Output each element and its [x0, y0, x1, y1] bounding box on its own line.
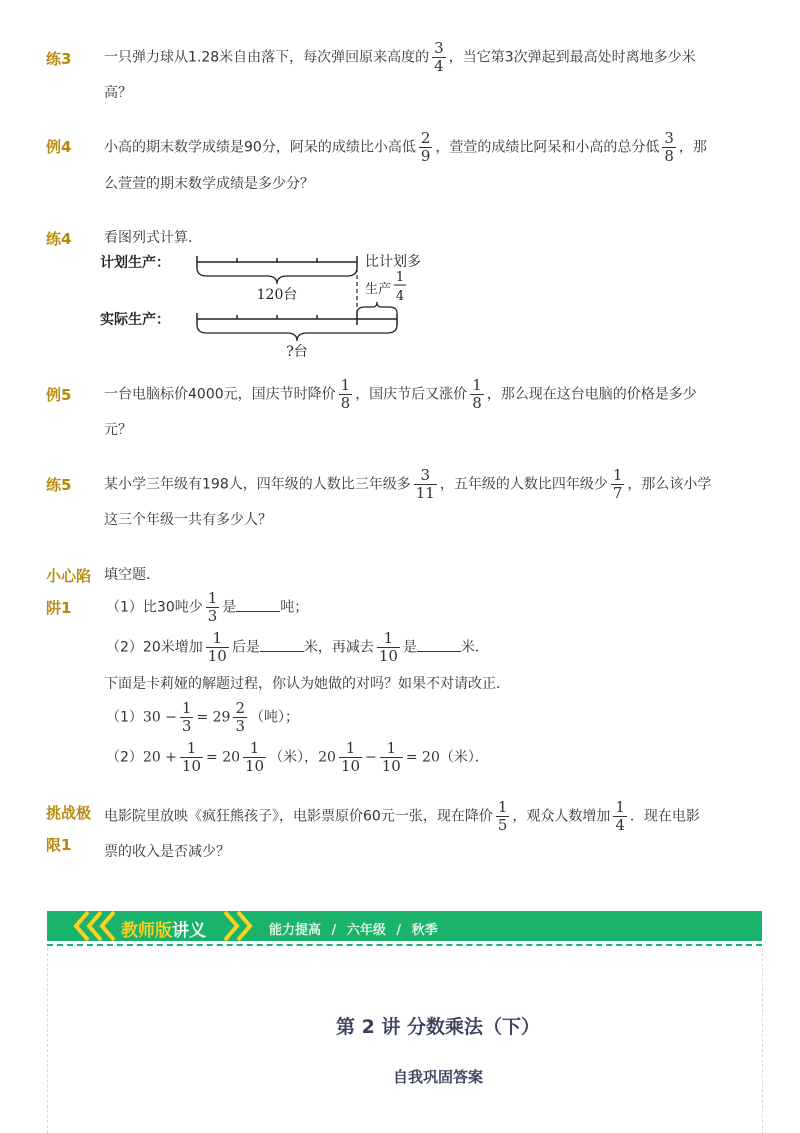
breadcrumb-sep: /	[331, 923, 337, 938]
numerator: 2	[420, 129, 431, 147]
trap-solution-2	[106, 740, 489, 775]
breadcrumb-item: 秋季	[411, 923, 438, 938]
plan-label: 计划生产：	[100, 255, 170, 271]
numerator: 1	[386, 739, 397, 757]
breadcrumb-item: 六年级	[346, 923, 386, 938]
text: ，五年级的人数比四年级少	[439, 476, 608, 493]
actual-label: 实际生产：	[100, 312, 170, 328]
trap-label-b: 阱1	[46, 599, 72, 617]
trap-solution-1	[106, 700, 299, 735]
denominator: 10	[245, 757, 265, 775]
text: （米），	[269, 749, 319, 766]
exercise-5-line-1	[104, 467, 711, 502]
denominator: 8	[472, 394, 482, 412]
fraction	[414, 467, 437, 502]
answer-blank[interactable]	[417, 637, 461, 652]
fraction	[339, 377, 353, 412]
breadcrumb-sep: /	[396, 923, 402, 938]
expression: −	[365, 749, 377, 766]
extra-brace	[357, 302, 397, 313]
frac-numerator: 1	[395, 270, 405, 285]
exercise-label-4: 练4	[46, 230, 72, 248]
trap-q1	[106, 590, 308, 625]
example-4-line-2: 么萱萱的期末数学成绩是多少分？	[104, 176, 314, 192]
numerator: 1	[181, 699, 192, 717]
trap-intro: 填空题．	[104, 567, 160, 583]
right-chevrons-icon	[216, 909, 266, 943]
banner-title-a: 教师版	[121, 921, 172, 941]
expression: = 29	[196, 709, 231, 726]
fraction	[180, 740, 203, 775]
text: 一台电脑标价4000元，国庆节时降价	[104, 386, 336, 403]
lecture-subtitle: 自我巩固答案	[392, 1068, 483, 1086]
numerator: 1	[186, 739, 197, 757]
fraction	[380, 740, 403, 775]
fraction	[243, 740, 266, 775]
numerator: 1	[207, 589, 218, 607]
denominator: 7	[612, 484, 623, 502]
example-5-line-2: 元？	[104, 422, 132, 438]
denominator: 8	[664, 147, 674, 165]
text: （吨）；	[250, 709, 300, 726]
trap-q2	[106, 630, 489, 665]
denominator: 10	[207, 647, 227, 665]
numerator: 1	[383, 629, 394, 647]
text: 米．	[460, 639, 489, 656]
text: 某小学三年级有198人，四年级的人数比三年级多	[104, 476, 411, 493]
exercise-label-3: 练3	[46, 50, 72, 68]
denominator: 10	[181, 757, 202, 775]
text: ，观众人数增加	[512, 808, 611, 825]
text: ，那么该小学	[627, 476, 712, 493]
denominator: 3	[235, 717, 246, 735]
exercise-label-5: 练5	[46, 476, 72, 494]
text: ，国庆节后又涨价	[355, 386, 468, 403]
breadcrumb-item: 能力提高	[269, 923, 322, 938]
text: ，那	[678, 139, 707, 156]
denominator: 3	[181, 717, 192, 735]
exercise-4-text: 看图列式计算．	[104, 230, 202, 246]
numerator: 1	[497, 798, 508, 816]
produce-label: 生产	[365, 282, 392, 297]
frac-denominator: 4	[395, 289, 405, 304]
trap-review: 下面是卡莉娅的解题过程，你认为她做的对吗？如果不对请改正．	[104, 676, 510, 692]
plan-brace	[197, 268, 357, 284]
fraction	[206, 590, 220, 625]
fraction	[419, 130, 433, 165]
fraction	[611, 467, 625, 502]
text: 米，再减去	[303, 639, 374, 656]
fraction	[377, 630, 400, 665]
more-label: 比计划多	[365, 254, 421, 270]
text: 是	[222, 599, 237, 616]
fraction	[662, 130, 676, 165]
fraction	[206, 630, 229, 665]
text: （1）	[106, 709, 143, 726]
numerator: 1	[345, 739, 356, 757]
text: 电影院里放映《疯狂熊孩子》，电影票原价60元一张，现在降价	[104, 808, 493, 825]
fraction	[432, 40, 446, 75]
text: 是	[402, 639, 417, 656]
text: 吨；	[280, 599, 309, 616]
actual-line	[197, 313, 397, 325]
numerator: 3	[420, 466, 431, 484]
numerator: 1	[472, 376, 482, 394]
left-chevrons-icon	[64, 909, 124, 943]
numerator: 3	[434, 39, 444, 57]
actual-brace	[197, 325, 397, 341]
breadcrumb	[269, 919, 438, 938]
fraction	[233, 700, 247, 735]
example-4-line-1	[104, 130, 707, 165]
lecture-title: 第 2 讲 分数乘法（下）	[335, 1016, 541, 1038]
exercise-3-line-2: 高？	[104, 85, 132, 101]
text: 一只弹力球从1.28米自由落下，每次弹回原来高度的	[104, 49, 430, 66]
actual-amount: ?台	[286, 344, 308, 360]
denominator: 3	[207, 607, 218, 625]
answer-blank[interactable]	[236, 597, 280, 612]
text: ．现在电影	[629, 808, 700, 825]
challenge-label-b: 限1	[46, 836, 72, 854]
denominator: 10	[381, 757, 401, 775]
text: （米）．	[439, 749, 489, 766]
denominator: 5	[497, 816, 508, 834]
text: ，当它第3次弹起到最高处时离地多少米	[448, 49, 696, 66]
fraction	[496, 799, 510, 834]
numerator: 1	[249, 739, 260, 757]
numerator: 1	[340, 376, 351, 394]
text: （2）	[106, 749, 143, 766]
expression: = 20	[405, 749, 440, 766]
text: （2）20米增加	[106, 639, 203, 656]
denominator: 10	[378, 647, 398, 665]
text: 小高的期末数学成绩是90分，阿呆的成绩比小高低	[104, 139, 416, 156]
text: ，那么现在这台电脑的价格是多少	[486, 386, 697, 403]
numerator: 1	[212, 629, 223, 647]
fraction	[180, 700, 194, 735]
expression: = 20	[206, 749, 241, 766]
challenge-line-2: 票的收入是否减少？	[104, 844, 230, 860]
example-label-5: 例5	[46, 386, 72, 404]
expression: 30 −	[142, 709, 177, 726]
example-5-line-1	[104, 377, 697, 412]
denominator: 9	[420, 147, 431, 165]
answer-blank[interactable]	[260, 637, 304, 652]
exercise-5-line-2: 这三个年级一共有多少人？	[104, 512, 272, 528]
expression: 20 +	[142, 749, 177, 766]
numerator: 2	[235, 699, 246, 717]
expression: 20	[318, 749, 336, 766]
challenge-label-a: 挑战极	[46, 804, 92, 822]
numerator: 1	[615, 798, 625, 816]
left-margin-guide	[47, 948, 48, 1133]
challenge-line-1	[104, 799, 700, 834]
exercise-3-line-1	[104, 40, 696, 75]
text: 后是	[231, 639, 260, 656]
plan-line	[197, 256, 357, 268]
trap-label-a: 小心陷	[46, 567, 92, 585]
banner-dashed-rule	[47, 944, 762, 946]
banner-title-b: 讲义	[172, 921, 206, 941]
denominator: 4	[434, 57, 444, 75]
text: ，萱萱的成绩比阿呆和小高的总分低	[435, 139, 660, 156]
denominator: 4	[615, 816, 625, 834]
denominator: 10	[340, 757, 361, 775]
numerator: 1	[612, 466, 623, 484]
denominator: 11	[415, 484, 435, 502]
line-segment-diagram	[95, 245, 455, 365]
banner-title	[121, 916, 206, 941]
numerator: 3	[664, 129, 674, 147]
denominator: 8	[340, 394, 351, 412]
right-margin-guide	[762, 948, 763, 1133]
fraction	[613, 799, 627, 834]
text: （1）比30吨少	[106, 599, 203, 616]
plan-amount: 120台	[256, 287, 298, 303]
fraction	[470, 377, 484, 412]
example-label-4: 例4	[46, 138, 72, 156]
fraction	[339, 740, 362, 775]
